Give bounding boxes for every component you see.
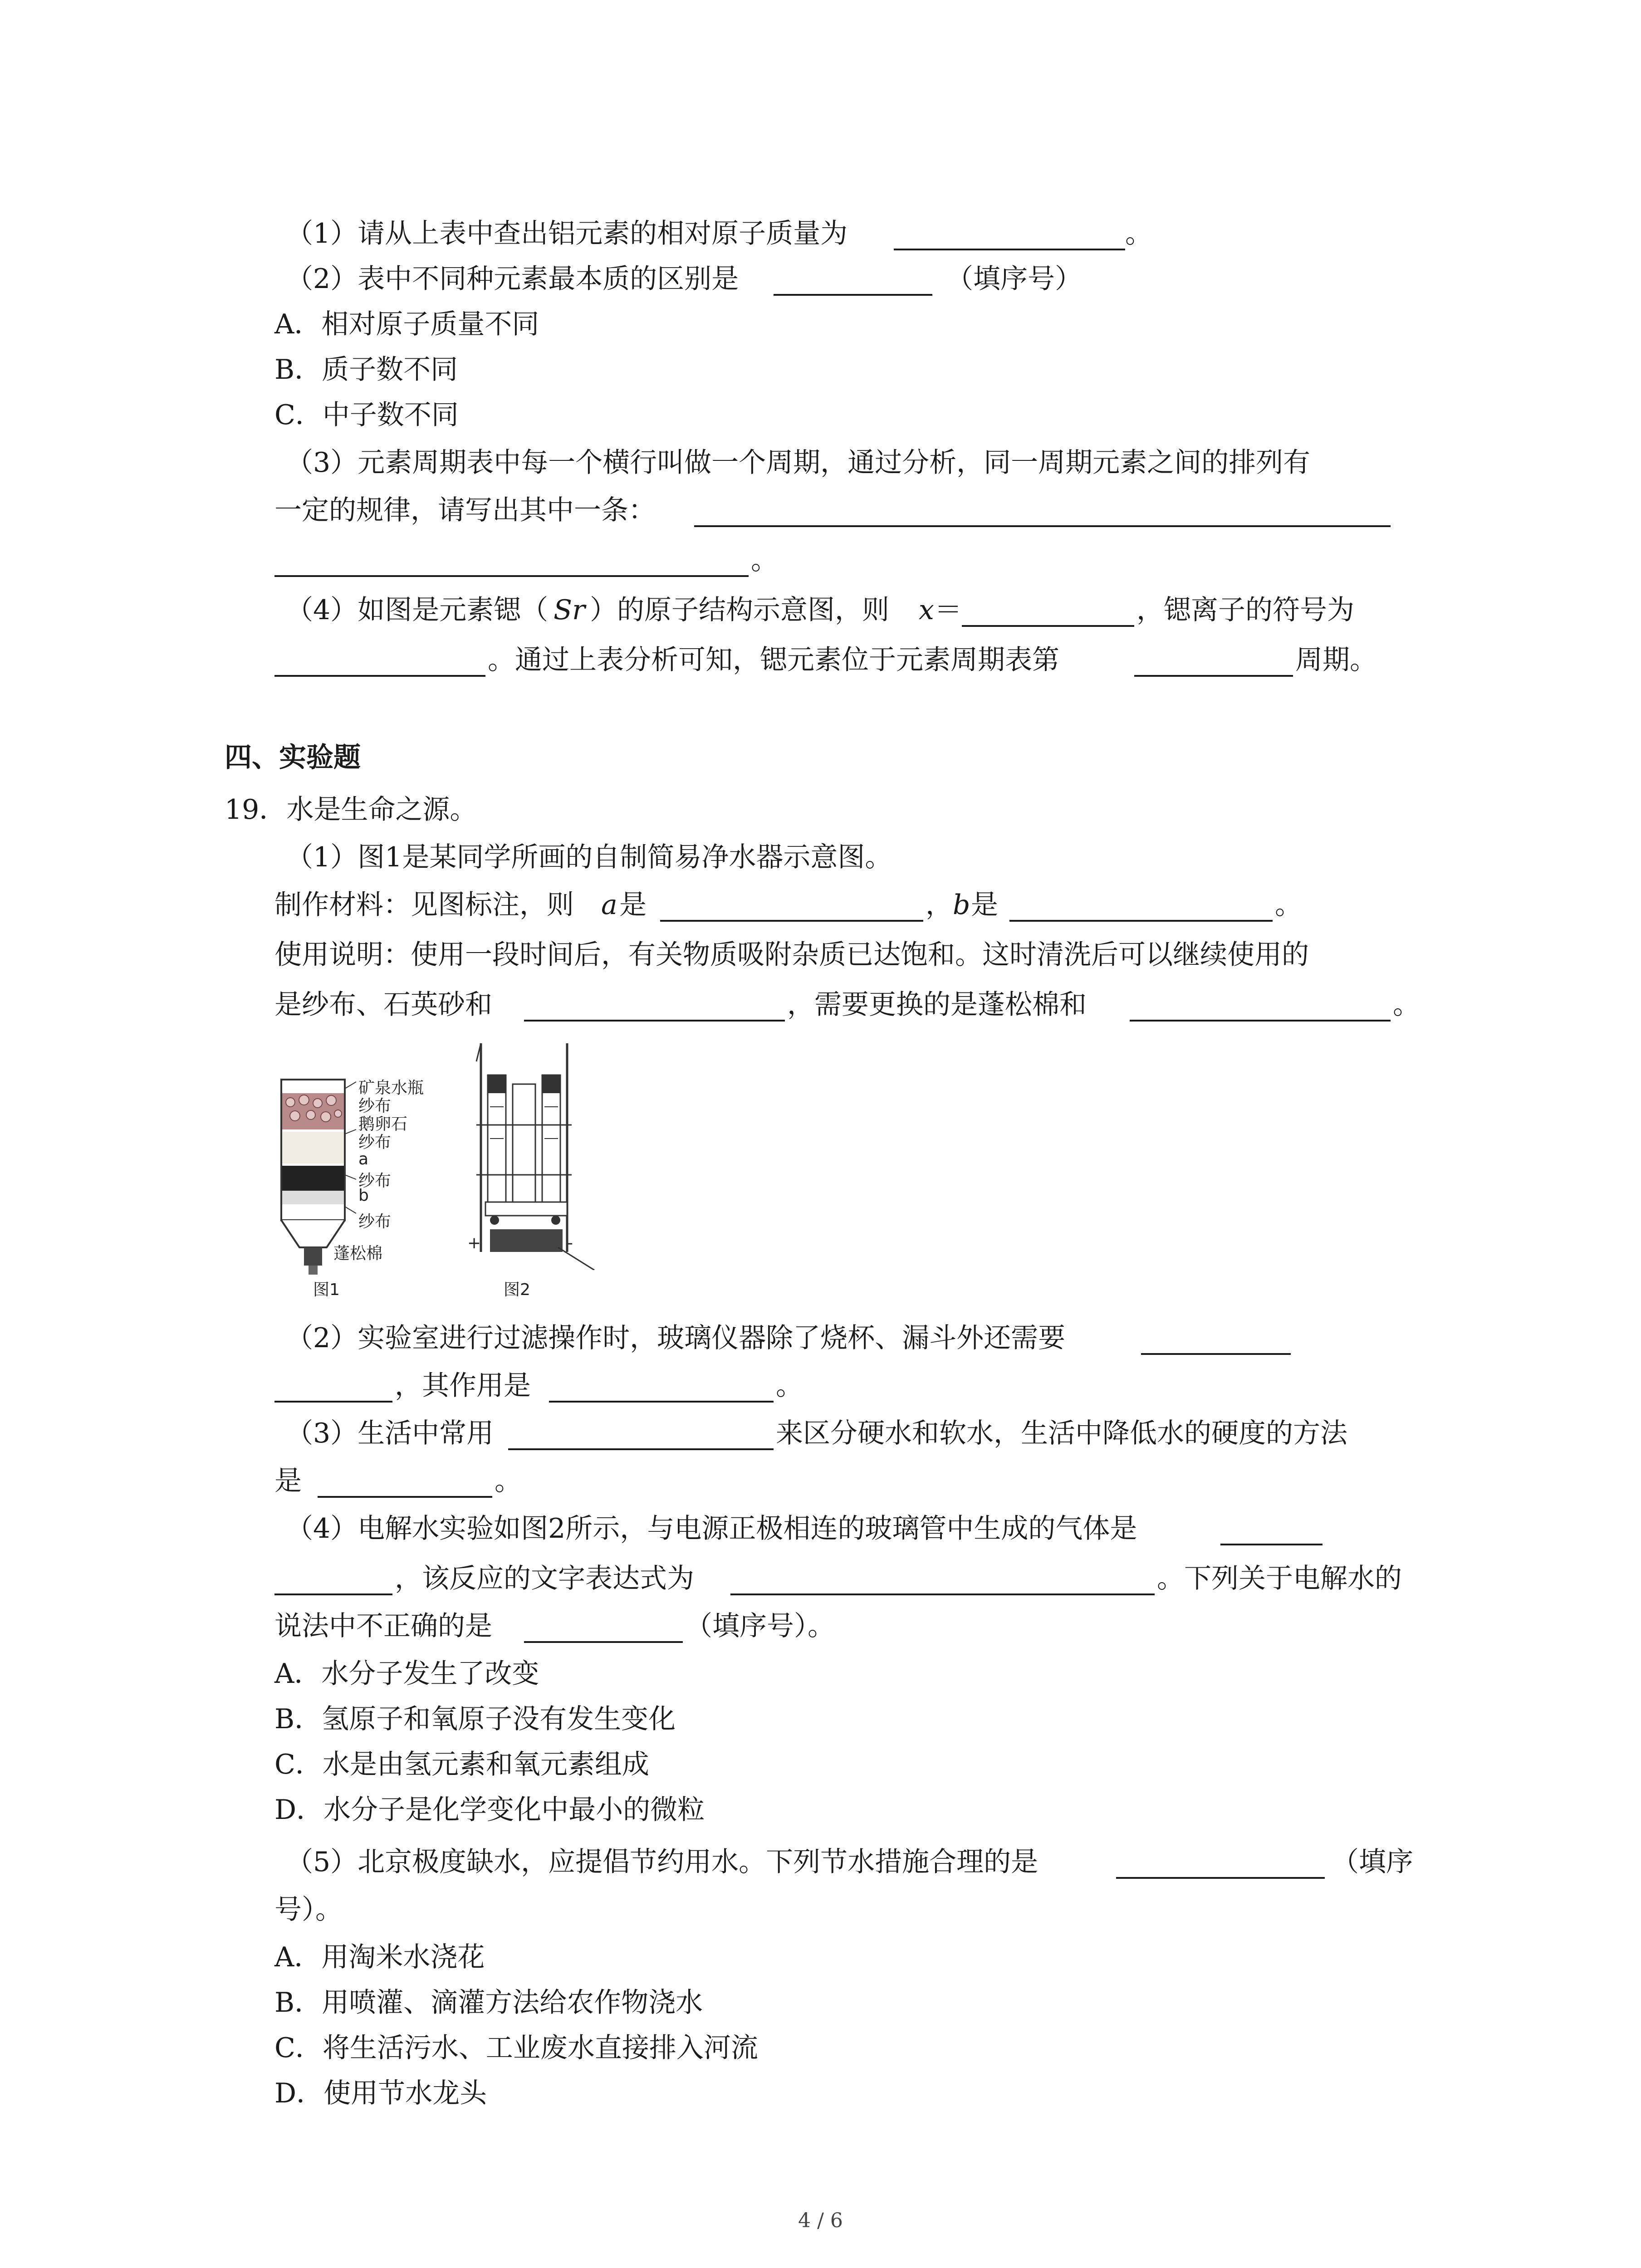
text: （填序号） <box>946 263 1082 295</box>
question-part-3-line-3 <box>0 540 1641 581</box>
heading-text: 四、实验题 <box>225 742 361 773</box>
option-text: C．将生活污水、工业废水直接排入河流 <box>274 2032 758 2064</box>
text: （填序号）。 <box>685 1610 835 1642</box>
text: 是纱布、石英砂和 <box>274 989 492 1021</box>
text: （5）北京极度缺水，应提倡节约用水。下列节水措施合理的是 <box>286 1846 1038 1878</box>
option-text: C．中子数不同 <box>274 399 459 431</box>
text: 一定的规律，请写出其中一条： <box>274 494 656 526</box>
q19-part-4-line-2 <box>0 1558 1641 1599</box>
text: 。通过上表分析可知，锶元素位于元素周期表第 <box>488 644 1059 676</box>
text: 。下列关于电解水的 <box>1157 1563 1402 1594</box>
text: 制作材料：见图标注，则 <box>274 889 574 921</box>
figure1-label: 纱布 <box>358 1172 392 1190</box>
figure2-caption: 图2 <box>504 1281 530 1299</box>
text: 。 <box>1125 218 1152 249</box>
option-text: B．用喷灌、滴灌方法给农作物浇水 <box>274 1987 703 2019</box>
option-text: B．质子数不同 <box>274 354 458 386</box>
option-text: A．相对原子质量不同 <box>274 308 539 340</box>
text: b <box>953 889 970 921</box>
text: ，该反应的文字表达式为 <box>395 1563 694 1594</box>
text: 号）。 <box>274 1894 343 1926</box>
answer-blank[interactable] <box>508 1448 774 1450</box>
text: ）的原子结构示意图，则 <box>590 594 889 626</box>
positive-terminal-label: + <box>467 1234 481 1252</box>
answer-blank[interactable] <box>894 249 1125 250</box>
text: （4）如图是元素锶（ <box>286 594 549 626</box>
text: 。 <box>751 544 778 576</box>
answer-blank[interactable] <box>1141 1353 1291 1355</box>
figure1-label: 纱布 <box>358 1212 392 1231</box>
text: 周期。 <box>1295 644 1377 676</box>
section-heading <box>0 737 1641 778</box>
text: 19．水是生命之源。 <box>225 794 477 826</box>
option-a <box>0 304 1641 345</box>
option-c <box>0 1744 1641 1785</box>
electrolysis-illustration <box>476 1043 594 1270</box>
q19-part-1 <box>0 837 1641 878</box>
text: ， <box>926 889 953 921</box>
answer-blank[interactable] <box>694 525 1391 527</box>
text: ＝ <box>935 594 962 626</box>
answer-blank[interactable] <box>318 1496 492 1498</box>
answer-blank[interactable] <box>1130 1020 1391 1022</box>
option-text: A．水分子发生了改变 <box>274 1658 539 1690</box>
text: 是 <box>971 889 998 921</box>
answer-blank[interactable] <box>1009 920 1273 922</box>
text: x <box>919 594 934 626</box>
figure1-label: 纱布 <box>358 1133 392 1152</box>
text: （1）图1是某同学所画的自制简易净水器示意图。 <box>286 841 892 873</box>
text: a <box>601 889 617 921</box>
answer-blank[interactable] <box>730 1593 1155 1595</box>
figure1-caption: 图1 <box>313 1281 340 1299</box>
question-part-4-line-2 <box>0 640 1641 680</box>
option-text: C．水是由氢元素和氧元素组成 <box>274 1749 649 1780</box>
figure1-label: 矿泉水瓶 <box>358 1079 424 1097</box>
option-b <box>0 1982 1641 2023</box>
answer-blank[interactable] <box>1116 1877 1325 1879</box>
text: （2）表中不同种元素最本质的区别是 <box>286 263 739 295</box>
option-b <box>0 1699 1641 1740</box>
text: Sr <box>554 594 585 626</box>
answer-blank[interactable] <box>962 625 1134 627</box>
answer-blank[interactable] <box>1220 1544 1323 1545</box>
text: （3）生活中常用 <box>286 1418 494 1449</box>
q19-part-1-usage <box>0 934 1641 975</box>
text: 是 <box>619 889 647 921</box>
q19-part-2 <box>0 1318 1641 1359</box>
page-number: 4 / 6 <box>798 2209 843 2232</box>
answer-blank[interactable] <box>660 920 923 922</box>
negative-terminal-label: - <box>567 1234 573 1252</box>
q19-part-1-usage-line-2 <box>0 984 1641 1025</box>
q19-part-4-line-3 <box>0 1606 1641 1647</box>
text: （1）请从上表中查出铝元素的相对原子质量为 <box>286 218 848 249</box>
q19-part-5-line-2 <box>0 1889 1641 1930</box>
text: （2）实验室进行过滤操作时，玻璃仪器除了烧杯、漏斗外还需要 <box>286 1322 1066 1354</box>
q19-part-4 <box>0 1508 1641 1549</box>
q19-part-2-line-2 <box>0 1365 1641 1406</box>
option-d <box>0 2073 1641 2114</box>
text: （3）元素周期表中每一个横行叫做一个周期，通过分析，同一周期元素之间的排列有 <box>286 447 1311 479</box>
question-19-stem <box>0 789 1641 830</box>
text: 说法中不正确的是 <box>274 1610 492 1642</box>
option-d <box>0 1789 1641 1830</box>
figure1-label: 纱布 <box>358 1097 392 1115</box>
option-c <box>0 2028 1641 2068</box>
answer-blank[interactable] <box>274 675 485 677</box>
option-c <box>0 395 1641 435</box>
answer-blank[interactable] <box>274 1593 392 1595</box>
answer-blank[interactable] <box>1134 675 1293 677</box>
question-part-3-line-2 <box>0 490 1641 531</box>
option-text: D．使用节水龙头 <box>274 2077 487 2109</box>
text: 是 <box>274 1465 302 1497</box>
figure1-label: 鹅卵石 <box>358 1115 408 1134</box>
text: 来区分硬水和软水，生活中降低水的硬度的方法 <box>776 1418 1347 1449</box>
option-text: A．用淘米水浇花 <box>274 1941 485 1973</box>
question-part-4 <box>0 590 1641 631</box>
q19-part-5 <box>0 1842 1641 1882</box>
option-a <box>0 1653 1641 1694</box>
text: 。 <box>776 1370 803 1402</box>
q19-part-3 <box>0 1413 1641 1454</box>
q19-part-1-materials <box>0 885 1641 925</box>
answer-blank[interactable] <box>524 1641 683 1643</box>
figure1-label: a <box>358 1150 369 1168</box>
option-text: B．氢原子和氧原子没有发生变化 <box>274 1703 676 1735</box>
text: 使用说明：使用一段时间后，有关物质吸附杂质已达饱和。这时清洗后可以继续使用的 <box>274 939 1309 971</box>
option-b <box>0 349 1641 390</box>
text: ，需要更换的是蓬松棉和 <box>787 989 1087 1021</box>
text: （填序 <box>1332 1846 1413 1878</box>
answer-blank[interactable] <box>774 294 932 296</box>
figure1-label: 蓬松棉 <box>333 1244 383 1263</box>
q19-part-3-line-2 <box>0 1461 1641 1501</box>
text: （4）电解水实验如图2所示，与电源正极相连的玻璃管中生成的气体是 <box>286 1513 1137 1545</box>
text: 。 <box>495 1465 522 1497</box>
question-part-1 <box>0 213 1641 254</box>
text: ，锶离子的符号为 <box>1136 594 1354 626</box>
answer-blank[interactable] <box>274 575 749 577</box>
answer-blank[interactable] <box>274 1401 392 1403</box>
figure1-label: b <box>358 1186 369 1205</box>
question-part-3 <box>0 442 1641 483</box>
answer-blank[interactable] <box>524 1020 785 1022</box>
electrolysis-figure <box>467 1034 603 1270</box>
text: 。 <box>1275 889 1302 921</box>
text: 。 <box>1393 989 1420 1021</box>
option-a <box>0 1937 1641 1978</box>
text: ，其作用是 <box>395 1370 531 1402</box>
option-text: D．水分子是化学变化中最小的微粒 <box>274 1794 705 1826</box>
answer-blank[interactable] <box>549 1401 774 1403</box>
question-part-2 <box>0 259 1641 299</box>
